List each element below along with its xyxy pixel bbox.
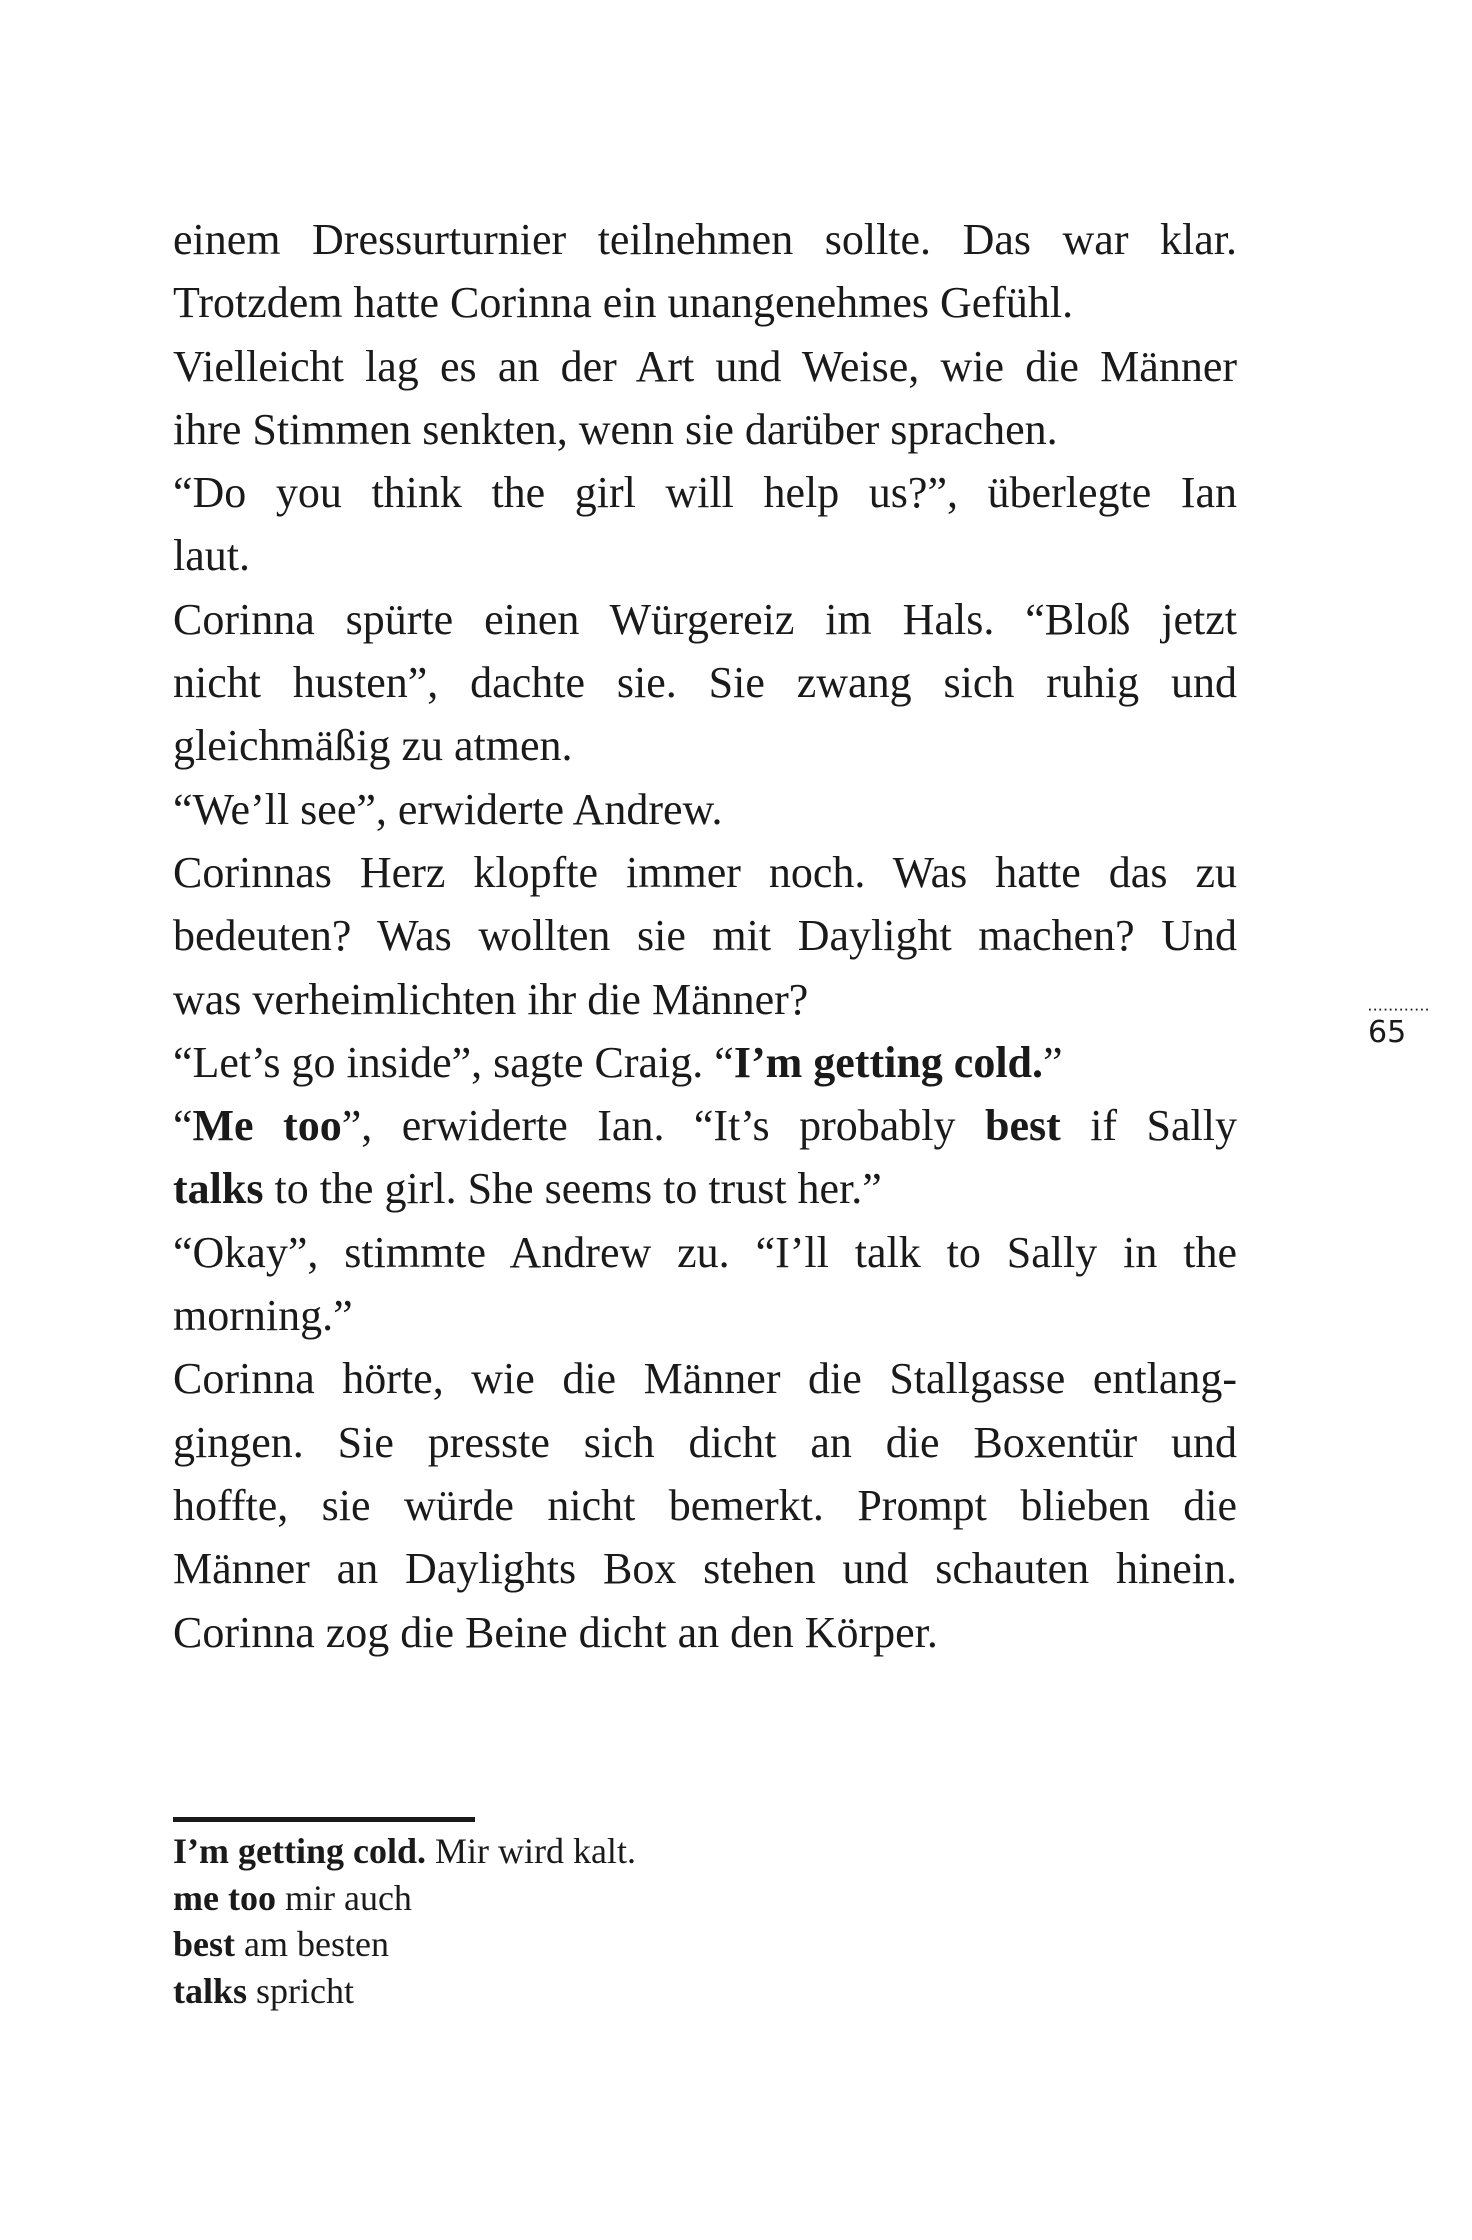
text-segment: einem Dressurturnier teilnehmen sollte. Das war klar. <box>173 215 1237 264</box>
text-line <box>173 778 1237 841</box>
text-segment: ” <box>1043 1037 1063 1087</box>
text-line <box>173 1031 1237 1094</box>
text-line <box>173 461 1237 524</box>
page-number-dots: ············ <box>1368 1005 1431 1016</box>
footnote-entry <box>173 1875 636 1922</box>
text-line <box>173 1221 1237 1284</box>
text-segment: was verheimlichten ihr die Männer? <box>173 974 809 1024</box>
text-line <box>173 841 1237 904</box>
text-segment: ihre Stimmen senkten, wenn sie darüber sprachen. <box>173 404 1058 454</box>
text-line <box>173 208 1237 271</box>
text-segment: bedeuten? Was wollten sie mit Daylight machen? Und <box>173 911 1237 961</box>
text-line <box>173 1094 1237 1157</box>
footnote-translation: Mir wird kalt. <box>425 1831 636 1871</box>
text-segment: ”, erwiderte Ian. “It’s probably <box>341 1101 985 1151</box>
text-line <box>173 1284 1237 1347</box>
vocab-term: I’m getting cold. <box>733 1037 1044 1087</box>
text-segment: morning.” <box>173 1291 353 1341</box>
text-segment: gleichmäßig zu atmen. <box>173 721 573 771</box>
text-segment: hoffte, sie würde nicht bemerkt. Prompt blieben die <box>173 1480 1237 1530</box>
text-line <box>173 651 1237 714</box>
footnote-term: I’m getting cold. <box>173 1831 426 1871</box>
text-line <box>173 398 1237 461</box>
text-line <box>173 1157 1237 1220</box>
text-segment: if Sally <box>1060 1101 1237 1151</box>
text-line <box>173 1411 1237 1474</box>
footnote-translation: mir auch <box>275 1877 412 1918</box>
text-line <box>173 714 1237 777</box>
footnote-translation: am besten <box>235 1924 389 1964</box>
text-segment: Corinna hörte, wie die Männer die Stallgasse entlang- <box>173 1354 1237 1404</box>
text-segment: “Let’s go inside”, sagte Craig. “ <box>173 1037 734 1087</box>
footnote-entry <box>173 1921 636 1968</box>
text-segment: Männer an Daylights Box stehen und schauten hinein. <box>173 1544 1237 1594</box>
text-segment: Corinna spürte einen Würgereiz im Hals. “Bloß jetzt <box>173 594 1237 644</box>
vocab-term: Me too <box>192 1101 342 1151</box>
vocab-term: talks <box>173 1164 264 1214</box>
text-line <box>173 588 1237 651</box>
text-line <box>173 1347 1237 1410</box>
vocab-term: best <box>984 1101 1061 1151</box>
text-segment: Corinna zog die Beine dicht an den Körper. <box>173 1607 938 1657</box>
text-line <box>173 1537 1237 1600</box>
page-number-value: 65 <box>1368 1015 1407 1050</box>
text-segment: nicht husten”, dachte sie. Sie zwang sich ruhig und <box>173 658 1237 708</box>
body-text <box>173 208 1237 1664</box>
footnote-term: me too <box>173 1877 276 1918</box>
footnotes <box>173 1828 636 2014</box>
text-segment: Corinnas Herz klopfte immer noch. Was hatte das zu <box>173 847 1237 897</box>
text-line <box>173 1474 1237 1537</box>
footnote-term: talks <box>173 1970 248 2011</box>
footnote-translation: spricht <box>247 1970 355 2011</box>
footnote-entry <box>173 1828 636 1875</box>
text-segment: “Okay”, stimmte Andrew zu. “I’ll talk to Sally in the <box>173 1227 1237 1277</box>
text-line <box>173 968 1237 1031</box>
text-line <box>173 1601 1237 1664</box>
text-segment: gingen. Sie presste sich dicht an die Boxentür und <box>173 1417 1237 1467</box>
text-line <box>173 335 1237 398</box>
text-segment: “We’ll see”, erwiderte Andrew. <box>173 784 723 834</box>
text-segment: Vielleicht lag es an der Art und Weise, wie die Männer <box>173 341 1237 391</box>
text-line <box>173 524 1237 587</box>
text-segment: Trotzdem hatte Corinna ein unangenehmes Gefühl. <box>173 278 1074 328</box>
text-segment: to the girl. She seems to trust her.” <box>263 1164 882 1214</box>
text-segment: “Do you think the girl will help us?”, überlegte Ian <box>173 468 1237 518</box>
text-segment: laut. <box>173 531 250 581</box>
footnote-term: best <box>173 1924 235 1964</box>
text-line <box>173 904 1237 967</box>
footnote-entry <box>173 1968 636 2015</box>
text-segment: “ <box>173 1101 193 1151</box>
footnote-rule <box>173 1817 475 1822</box>
page-number <box>1368 1006 1472 1050</box>
text-line <box>173 271 1237 334</box>
